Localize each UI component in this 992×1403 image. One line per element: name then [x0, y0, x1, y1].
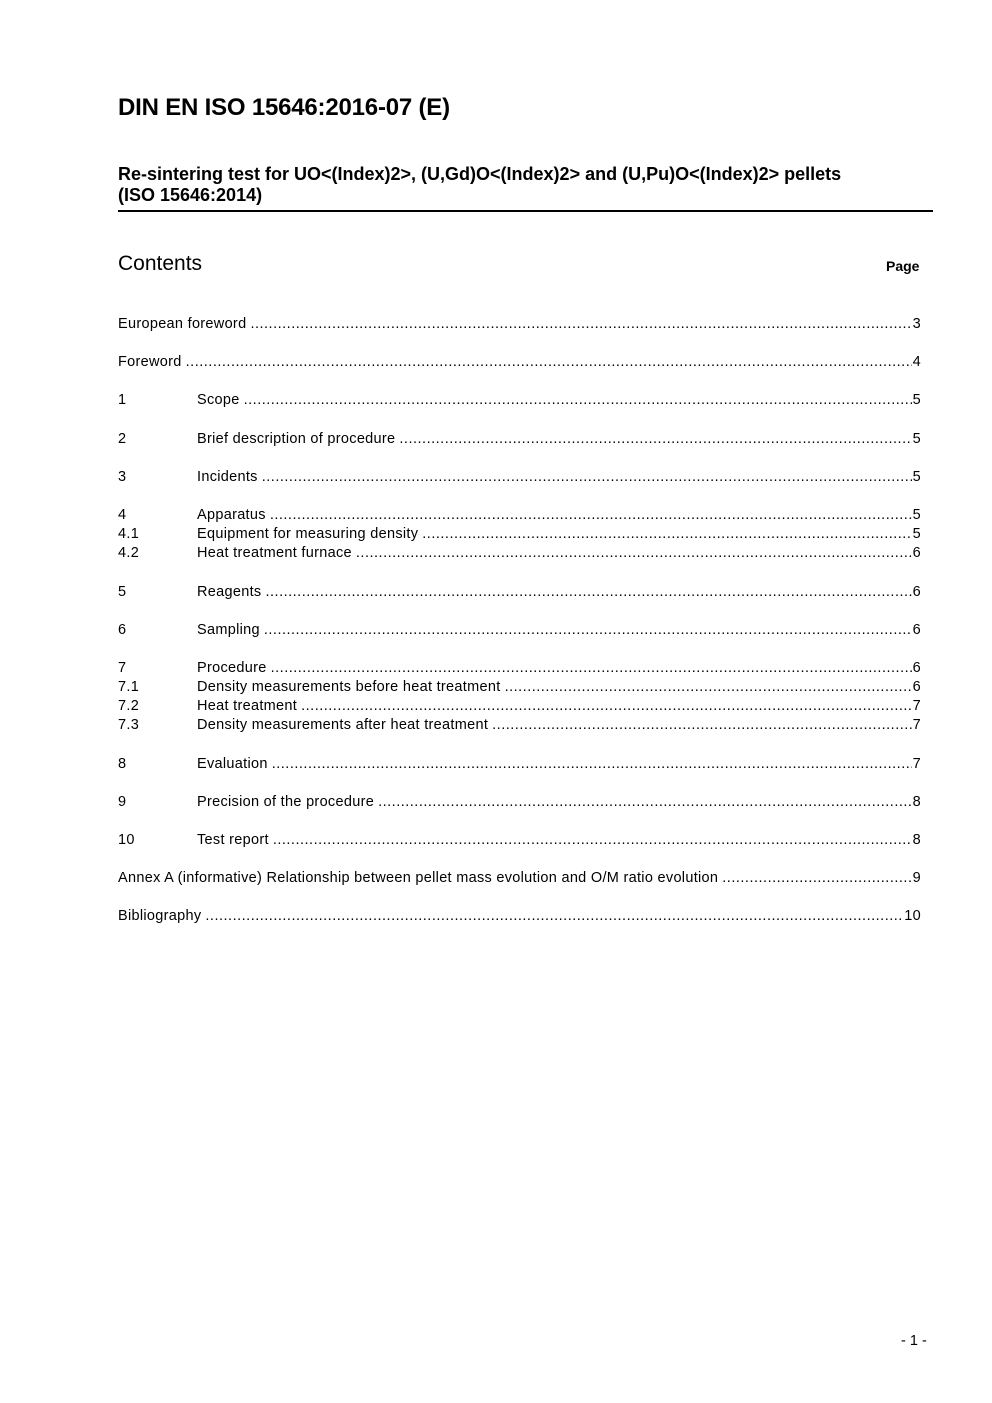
toc-entry-number: 6 [118, 621, 127, 638]
toc-entry[interactable] [118, 316, 921, 335]
toc-entry-page: 3 [912, 316, 921, 332]
page-number: - 1 - [901, 1333, 927, 1349]
toc-leader-dots [356, 545, 912, 561]
toc-entry-page: 7 [912, 755, 921, 772]
toc-entry-page: 4 [912, 354, 921, 371]
toc-entry[interactable] [118, 354, 921, 373]
toc-entry[interactable] [118, 756, 921, 775]
toc-entry-page: 6 [912, 583, 921, 600]
toc-leader-dots [244, 392, 912, 408]
toc-entry[interactable] [118, 832, 921, 851]
document-title: DIN EN ISO 15646:2016-07 (E) [118, 94, 450, 121]
toc-entry[interactable] [118, 908, 921, 927]
toc-leader-dots [271, 660, 912, 676]
toc-entry-page: 7 [912, 698, 921, 715]
toc-entry-title: Procedure [197, 659, 267, 676]
toc-entry-title: Reagents [197, 583, 262, 600]
toc-leader-dots [492, 717, 911, 733]
toc-leader-dots [186, 354, 912, 370]
toc-entry[interactable] [118, 431, 921, 450]
toc-entry-title: Heat treatment furnace [197, 545, 352, 562]
toc-leader-dots [265, 584, 911, 600]
toc-entry-title: Foreword [118, 354, 182, 371]
toc-entry[interactable] [118, 507, 921, 526]
table-of-contents [118, 316, 921, 928]
toc-entry-page: 6 [912, 621, 921, 638]
toc-entry[interactable] [118, 870, 921, 889]
page-column-label: Page [886, 258, 920, 274]
toc-entry[interactable] [118, 392, 921, 411]
toc-entry-title: Density measurements before heat treatment [197, 679, 501, 696]
toc-entry-page: 6 [912, 545, 921, 562]
toc-leader-dots [273, 832, 912, 848]
toc-entry[interactable] [118, 794, 921, 813]
toc-entry-number: 8 [118, 755, 127, 772]
toc-entry[interactable] [118, 679, 921, 698]
toc-entry-number: 7.3 [118, 717, 140, 734]
toc-entry-number: 2 [118, 430, 127, 447]
toc-entry-page: 9 [912, 870, 921, 887]
toc-entry-page: 5 [912, 506, 921, 523]
toc-entry-page: 7 [912, 717, 921, 734]
toc-leader-dots [722, 870, 911, 886]
toc-leader-dots [270, 507, 912, 523]
toc-entry-title: Evaluation [197, 755, 268, 772]
document-subtitle [118, 164, 933, 206]
contents-heading: Contents [118, 252, 203, 275]
toc-entry-title: European foreword [118, 316, 247, 332]
toc-leader-dots [205, 908, 903, 924]
toc-entry-page: 6 [912, 659, 921, 676]
toc-entry-number: 1 [118, 392, 127, 409]
toc-entry[interactable] [118, 469, 921, 488]
toc-entry-title: Apparatus [197, 506, 266, 523]
toc-entry-page: 5 [912, 468, 921, 485]
toc-entry-title: Test report [197, 832, 269, 848]
toc-entry[interactable] [118, 698, 921, 717]
toc-entry-title: Bibliography [118, 908, 202, 925]
toc-entry[interactable] [118, 717, 921, 736]
toc-entry-title: Annex A (informative) Relationship between pellet mass evolution and O/M ratio evolution [118, 870, 719, 887]
toc-entry-title: Density measurements after heat treatment [197, 717, 489, 734]
toc-entry-number: 10 [118, 832, 135, 848]
toc-entry-title: Brief description of procedure [197, 430, 396, 447]
toc-entry[interactable] [118, 660, 921, 679]
toc-leader-dots [262, 469, 912, 485]
toc-entry-title: Equipment for measuring density [197, 526, 419, 543]
toc-entry-number: 7.2 [118, 698, 140, 715]
toc-entry-title: Scope [197, 392, 240, 409]
toc-entry-title: Sampling [197, 621, 260, 638]
toc-entry-number: 4.1 [118, 526, 140, 543]
toc-entry-number: 5 [118, 583, 127, 600]
toc-leader-dots [378, 794, 912, 810]
toc-leader-dots [301, 698, 912, 714]
toc-entry-page: 6 [912, 679, 921, 696]
toc-leader-dots [250, 316, 911, 332]
toc-leader-dots [264, 622, 912, 638]
toc-entry[interactable] [118, 622, 921, 641]
toc-entry-page: 8 [912, 832, 921, 848]
toc-entry[interactable] [118, 526, 921, 545]
toc-leader-dots [399, 431, 911, 447]
toc-entry[interactable] [118, 545, 921, 564]
toc-entry-number: 4.2 [118, 545, 140, 562]
toc-leader-dots [505, 679, 912, 695]
toc-entry-page: 8 [912, 793, 921, 810]
toc-entry-number: 3 [118, 468, 127, 485]
subtitle-line-1: Re-sintering test for UO<(Index)2>, (U,Gd)O<(Index)2> and (U,Pu)O<(Index)2> pellets [118, 164, 842, 184]
toc-entry-page: 10 [904, 908, 921, 925]
toc-leader-dots [422, 526, 911, 542]
toc-entry-number: 9 [118, 793, 127, 810]
toc-entry-title: Precision of the procedure [197, 793, 375, 810]
toc-entry-title: Incidents [197, 468, 258, 485]
toc-entry[interactable] [118, 584, 921, 603]
toc-entry-number: 7.1 [118, 679, 140, 696]
toc-entry-title: Heat treatment [197, 698, 298, 715]
toc-entry-number: 4 [118, 506, 127, 523]
toc-entry-page: 5 [912, 430, 921, 447]
toc-entry-number: 7 [118, 659, 127, 676]
subtitle-line-2: (ISO 15646:2014) [118, 185, 263, 205]
title-divider [118, 210, 933, 212]
toc-leader-dots [272, 756, 912, 772]
toc-entry-page: 5 [912, 526, 921, 543]
toc-entry-page: 5 [912, 392, 921, 409]
